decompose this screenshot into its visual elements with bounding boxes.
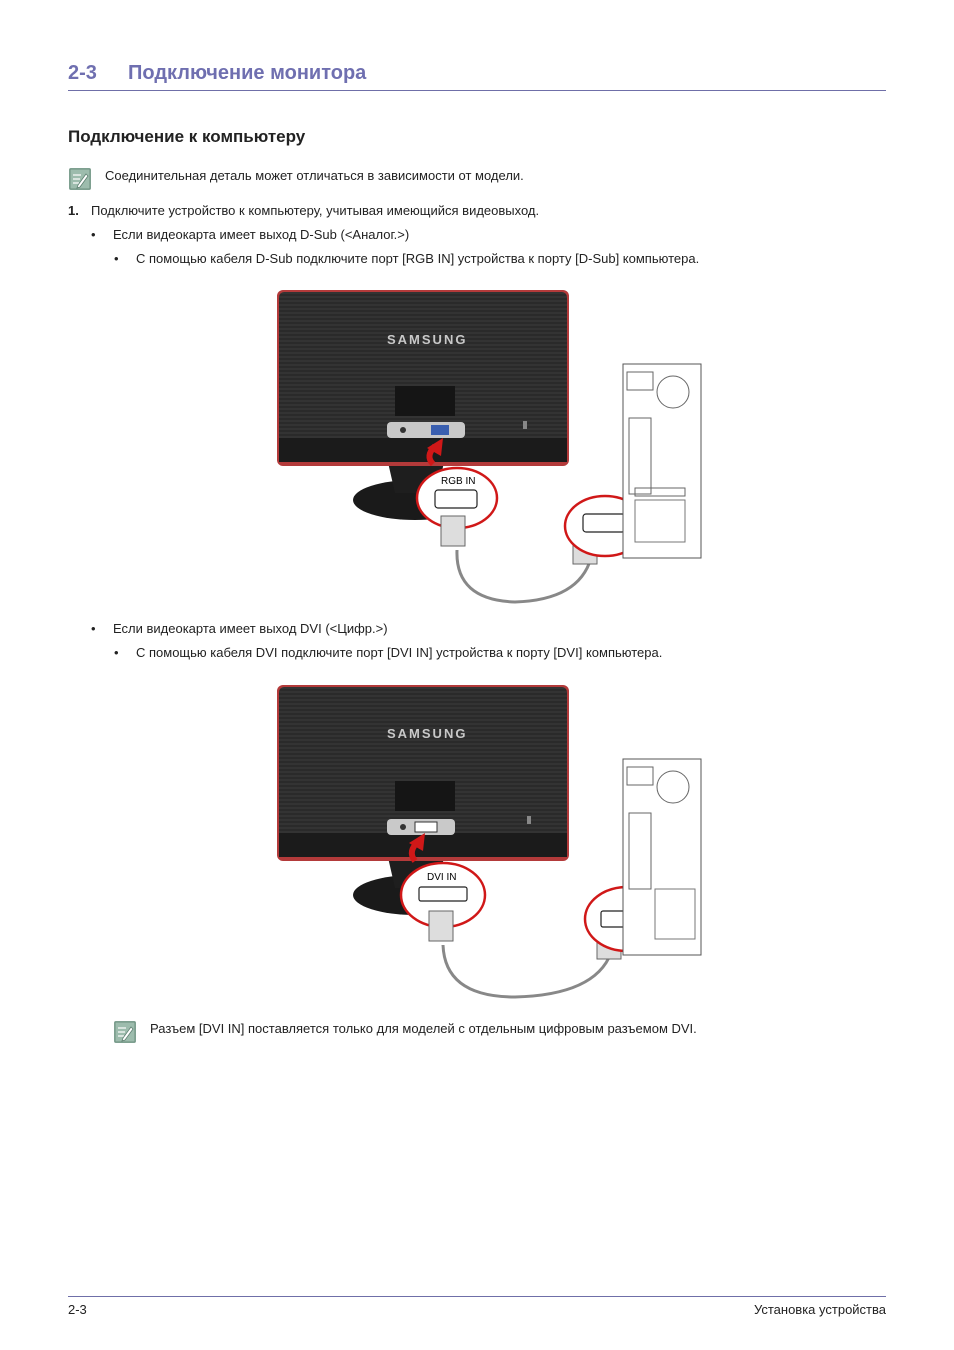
dsub-bullet-text: Если видеокарта имеет выход D-Sub (<Аналог.>): [113, 227, 410, 242]
bullet-marker: •: [114, 645, 119, 660]
subheading: Подключение к компьютеру: [68, 127, 306, 146]
step-text: Подключите устройство к компьютеру, учитывая имеющийся видеовыход.: [91, 203, 540, 218]
port-label-rgb-in: RGB IN: [441, 476, 476, 487]
dvi-sub-bullet-text: С помощью кабеля DVI подключите порт [DVI IN] устройства к порту [DVI] компьютера.: [136, 645, 663, 660]
dvi-connection-figure: [275, 683, 705, 1001]
step-number: 1.: [68, 203, 79, 218]
bullet-marker: •: [91, 621, 96, 636]
dsub-connection-figure: [275, 288, 705, 606]
note-text: Соединительная деталь может отличаться в зависимости от модели.: [105, 168, 524, 183]
bullet-marker: •: [91, 227, 96, 242]
note-pencil-icon: [69, 168, 91, 190]
port-label-dvi-in: DVI IN: [427, 872, 457, 883]
dsub-sub-bullet-text: С помощью кабеля D-Sub подключите порт [RGB IN] устройства к порту [D-Sub] компьютера.: [136, 251, 700, 266]
brand-logo: SAMSUNG: [387, 726, 468, 741]
bullet-marker: •: [114, 251, 119, 266]
brand-logo: SAMSUNG: [387, 332, 468, 347]
section-title: Подключение монитора: [128, 62, 367, 84]
chapter-title: Установка устройства: [753, 1302, 886, 1317]
dvi-bullet-text: Если видеокарта имеет выход DVI (<Цифр.>): [113, 621, 388, 636]
page-number: 2-3: [68, 1302, 87, 1317]
footer-divider: [68, 1296, 886, 1297]
note-text: Разъем [DVI IN] поставляется только для моделей с отдельным цифровым разъемом DVI.: [150, 1021, 697, 1036]
section-header: [68, 60, 886, 91]
section-number: 2-3: [68, 62, 97, 84]
note-pencil-icon: [114, 1021, 136, 1043]
